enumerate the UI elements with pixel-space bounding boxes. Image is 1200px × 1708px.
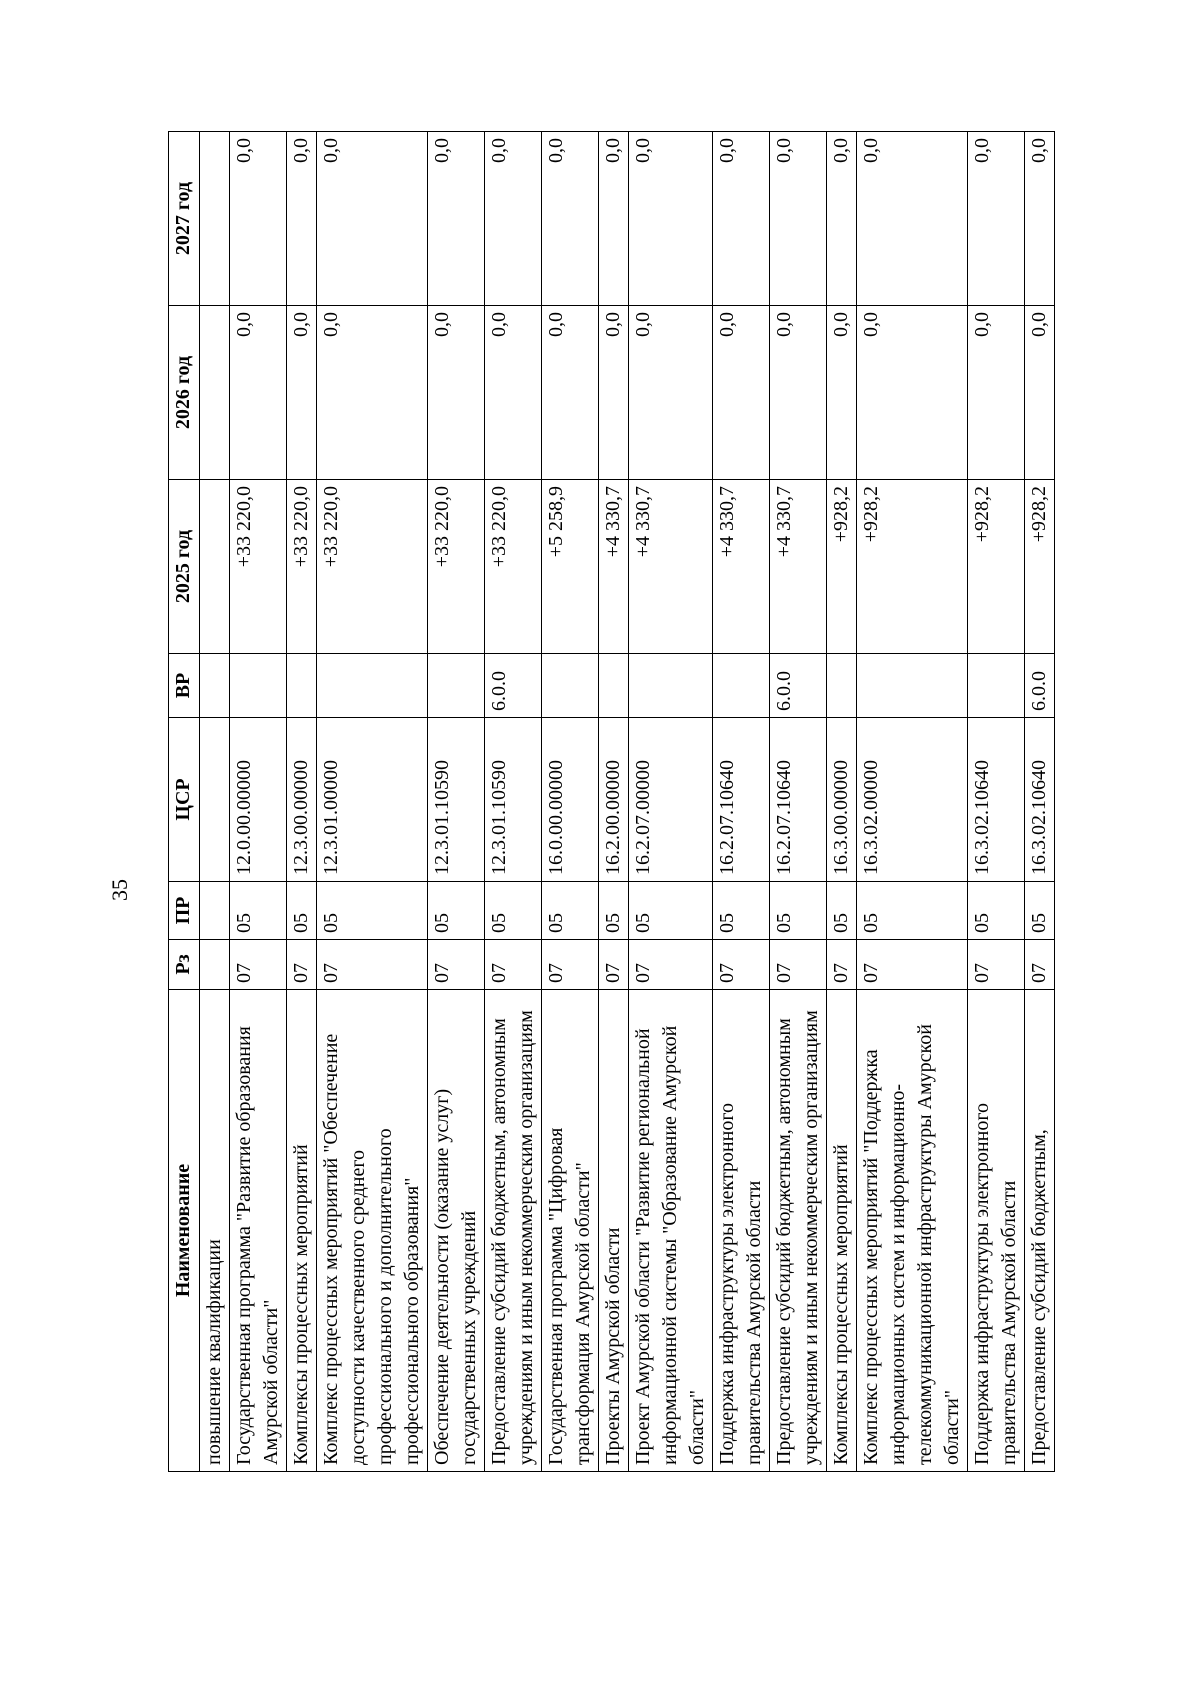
cell-pr: 05 <box>713 882 770 940</box>
cell-2027: 0,0 <box>542 132 599 306</box>
cell-name: Комплекс процессных мероприятий "Поддержка информационных систем и информационно-телекоммуникационной инфраструктуры Амурской области" <box>857 990 968 1472</box>
cell-csr: 12.3.00.00000 <box>287 718 317 882</box>
table-row <box>770 132 827 1472</box>
cell-2025 <box>200 480 230 654</box>
cell-name: Государственная программа "Цифровая трансформация Амурской области" <box>542 990 599 1472</box>
header-name: Наименование <box>169 990 200 1472</box>
table-row <box>317 132 428 1472</box>
cell-2025: +928,2 <box>968 480 1025 654</box>
cell-2027: 0,0 <box>317 132 428 306</box>
cell-2026 <box>200 306 230 480</box>
cell-pr: 05 <box>770 882 827 940</box>
cell-2025: +4 330,7 <box>713 480 770 654</box>
cell-pr: 05 <box>827 882 857 940</box>
header-2027: 2027 год <box>169 132 200 306</box>
cell-rz: 07 <box>1025 940 1055 990</box>
cell-rz: 07 <box>599 940 629 990</box>
table-row <box>599 132 629 1472</box>
cell-2025: +4 330,7 <box>770 480 827 654</box>
cell-2025: +33 220,0 <box>287 480 317 654</box>
cell-2027: 0,0 <box>1025 132 1055 306</box>
cell-2027: 0,0 <box>629 132 713 306</box>
cell-2025: +33 220,0 <box>317 480 428 654</box>
cell-rz: 07 <box>629 940 713 990</box>
cell-2025: +928,2 <box>857 480 968 654</box>
cell-2026: 0,0 <box>428 306 485 480</box>
cell-rz: 07 <box>542 940 599 990</box>
cell-csr: 12.3.01.10590 <box>428 718 485 882</box>
table-row <box>200 132 230 1472</box>
cell-name: Государственная программа "Развитие образования Амурской области" <box>230 990 287 1472</box>
cell-rz: 07 <box>827 940 857 990</box>
cell-2026: 0,0 <box>287 306 317 480</box>
cell-2025: +33 220,0 <box>485 480 542 654</box>
cell-csr: 16.3.02.10640 <box>1025 718 1055 882</box>
cell-rz: 07 <box>857 940 968 990</box>
cell-2027: 0,0 <box>827 132 857 306</box>
cell-vr <box>857 654 968 718</box>
table-row <box>629 132 713 1472</box>
cell-2027: 0,0 <box>428 132 485 306</box>
budget-table-container <box>168 132 1050 1472</box>
cell-2026: 0,0 <box>770 306 827 480</box>
cell-vr <box>317 654 428 718</box>
table-body <box>200 132 1055 1472</box>
cell-csr: 16.0.00.00000 <box>542 718 599 882</box>
cell-2025: +33 220,0 <box>428 480 485 654</box>
cell-csr: 16.2.07.10640 <box>770 718 827 882</box>
cell-name: Комплекс процессных мероприятий "Обеспечение доступности качественного среднего профессионального и дополнительного профессионального образования" <box>317 990 428 1472</box>
cell-vr: 6.0.0 <box>770 654 827 718</box>
cell-2026: 0,0 <box>857 306 968 480</box>
cell-name: Комплексы процессных мероприятий <box>287 990 317 1472</box>
cell-vr <box>230 654 287 718</box>
cell-name: Проекты Амурской области <box>599 990 629 1472</box>
table-row <box>857 132 968 1472</box>
cell-rz: 07 <box>317 940 428 990</box>
cell-rz: 07 <box>485 940 542 990</box>
cell-2026: 0,0 <box>230 306 287 480</box>
cell-name: Предоставление субсидий бюджетным, автономным учреждениям и иным некоммерческим организациям <box>485 990 542 1472</box>
cell-2026: 0,0 <box>542 306 599 480</box>
table-row <box>485 132 542 1472</box>
cell-csr: 16.2.07.00000 <box>629 718 713 882</box>
header-2026: 2026 год <box>169 306 200 480</box>
cell-2027: 0,0 <box>599 132 629 306</box>
cell-csr: 12.3.01.10590 <box>485 718 542 882</box>
cell-pr: 05 <box>1025 882 1055 940</box>
cell-vr <box>629 654 713 718</box>
cell-2025: +5 258,9 <box>542 480 599 654</box>
cell-2027: 0,0 <box>968 132 1025 306</box>
cell-rz: 07 <box>428 940 485 990</box>
cell-vr <box>713 654 770 718</box>
cell-2026: 0,0 <box>713 306 770 480</box>
cell-csr: 16.2.00.00000 <box>599 718 629 882</box>
cell-2027: 0,0 <box>713 132 770 306</box>
cell-rz <box>200 940 230 990</box>
table-row <box>287 132 317 1472</box>
cell-pr: 05 <box>230 882 287 940</box>
header-pr: ПР <box>169 882 200 940</box>
cell-2026: 0,0 <box>968 306 1025 480</box>
cell-csr <box>200 718 230 882</box>
cell-pr: 05 <box>629 882 713 940</box>
cell-vr <box>968 654 1025 718</box>
cell-vr <box>827 654 857 718</box>
cell-2027: 0,0 <box>857 132 968 306</box>
cell-2026: 0,0 <box>485 306 542 480</box>
table-row <box>230 132 287 1472</box>
table-row <box>827 132 857 1472</box>
cell-rz: 07 <box>230 940 287 990</box>
cell-vr <box>428 654 485 718</box>
cell-csr: 16.3.00.00000 <box>827 718 857 882</box>
page-number: 35 <box>107 879 132 901</box>
cell-2027: 0,0 <box>287 132 317 306</box>
header-csr: ЦСР <box>169 718 200 882</box>
cell-2026: 0,0 <box>1025 306 1055 480</box>
cell-pr: 05 <box>599 882 629 940</box>
cell-name: повышение квалификации <box>200 990 230 1472</box>
table-row <box>713 132 770 1472</box>
cell-pr: 05 <box>317 882 428 940</box>
cell-name: Поддержка инфраструктуры электронного правительства Амурской области <box>968 990 1025 1472</box>
cell-vr <box>599 654 629 718</box>
cell-csr: 16.3.02.10640 <box>968 718 1025 882</box>
budget-table <box>168 131 1055 1472</box>
header-vr: ВР <box>169 654 200 718</box>
cell-pr: 05 <box>968 882 1025 940</box>
table-header-row <box>169 132 200 1472</box>
cell-2025: +4 330,7 <box>629 480 713 654</box>
cell-vr <box>200 654 230 718</box>
cell-2027: 0,0 <box>770 132 827 306</box>
table-row <box>1025 132 1055 1472</box>
cell-2027: 0,0 <box>230 132 287 306</box>
cell-name: Комплексы процессных мероприятий <box>827 990 857 1472</box>
cell-pr: 05 <box>485 882 542 940</box>
cell-vr: 6.0.0 <box>1025 654 1055 718</box>
cell-vr: 6.0.0 <box>485 654 542 718</box>
cell-name: Предоставление субсидий бюджетным, автономным учреждениям и иным некоммерческим организациям <box>770 990 827 1472</box>
cell-name: Предоставление субсидий бюджетным, <box>1025 990 1055 1472</box>
cell-2027: 0,0 <box>485 132 542 306</box>
cell-name: Проект Амурской области "Развитие региональной информационной системы "Образование Амурской области" <box>629 990 713 1472</box>
cell-rz: 07 <box>713 940 770 990</box>
cell-pr: 05 <box>287 882 317 940</box>
table-row <box>542 132 599 1472</box>
cell-rz: 07 <box>770 940 827 990</box>
cell-2026: 0,0 <box>317 306 428 480</box>
cell-pr: 05 <box>428 882 485 940</box>
table-row <box>428 132 485 1472</box>
cell-csr: 12.0.00.00000 <box>230 718 287 882</box>
cell-pr: 05 <box>542 882 599 940</box>
cell-2025: +928,2 <box>827 480 857 654</box>
cell-rz: 07 <box>968 940 1025 990</box>
cell-2026: 0,0 <box>629 306 713 480</box>
cell-pr <box>200 882 230 940</box>
table-row <box>968 132 1025 1472</box>
cell-csr: 12.3.01.00000 <box>317 718 428 882</box>
cell-csr: 16.2.07.10640 <box>713 718 770 882</box>
cell-2025: +928,2 <box>1025 480 1055 654</box>
header-rz: Рз <box>169 940 200 990</box>
cell-pr: 05 <box>857 882 968 940</box>
cell-2026: 0,0 <box>827 306 857 480</box>
cell-name: Поддержка инфраструктуры электронного правительства Амурской области <box>713 990 770 1472</box>
cell-vr <box>287 654 317 718</box>
cell-2026: 0,0 <box>599 306 629 480</box>
cell-name: Обеспечение деятельности (оказание услуг) государственных учреждений <box>428 990 485 1472</box>
cell-2025: +33 220,0 <box>230 480 287 654</box>
cell-2027 <box>200 132 230 306</box>
cell-csr: 16.3.02.00000 <box>857 718 968 882</box>
cell-2025: +4 330,7 <box>599 480 629 654</box>
cell-rz: 07 <box>287 940 317 990</box>
header-2025: 2025 год <box>169 480 200 654</box>
cell-vr <box>542 654 599 718</box>
